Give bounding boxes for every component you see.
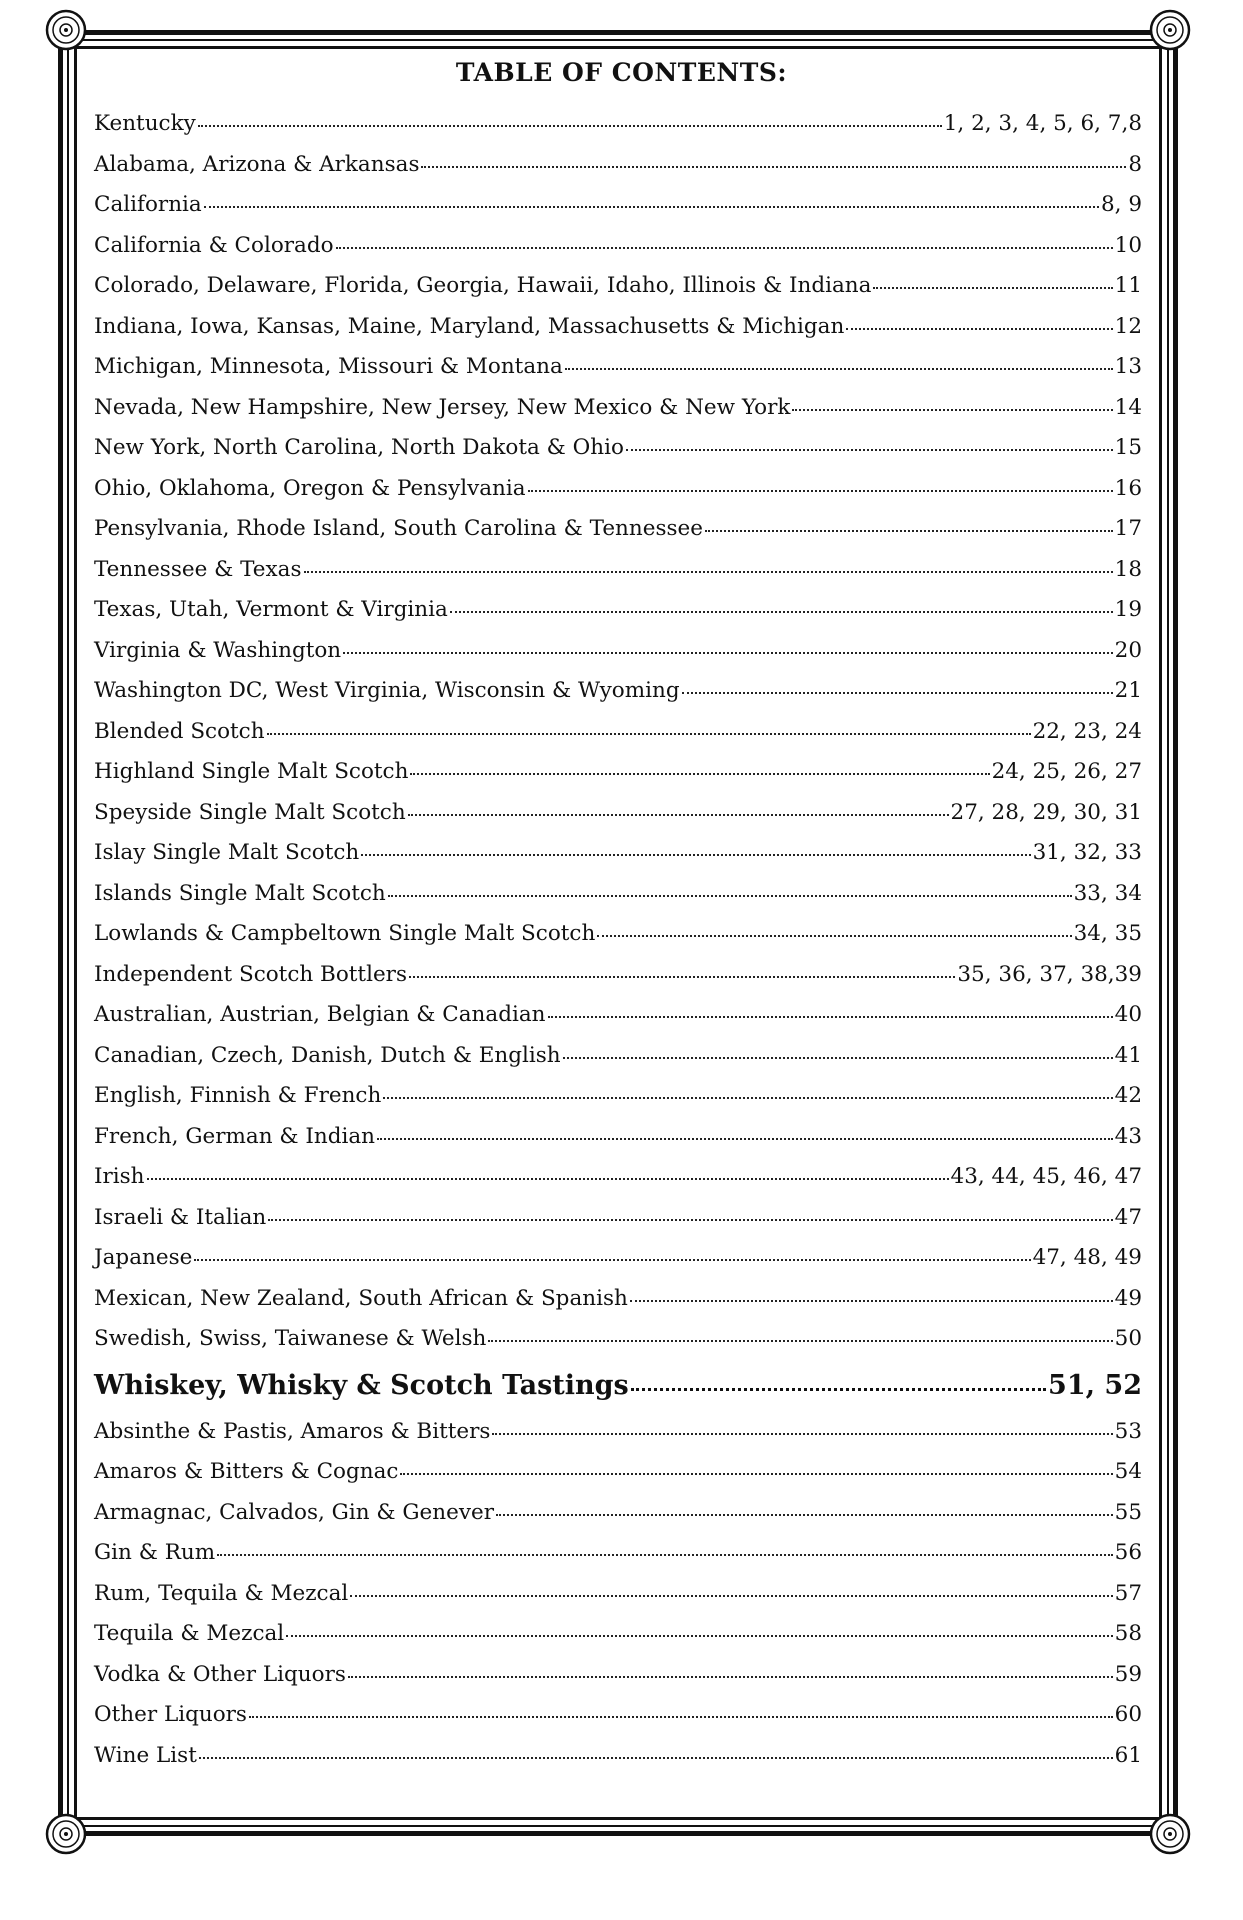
page-title: TABLE OF CONTENTS:	[455, 58, 788, 87]
toc-entry-pages: 53	[1114, 1418, 1142, 1444]
toc-entry-pages: 34, 35	[1073, 921, 1142, 946]
toc-entry-featured	[94, 1360, 1142, 1412]
dot-leader	[421, 166, 1126, 168]
toc-entry-name: Islands Single Malt Scotch	[94, 880, 386, 906]
toc-entry	[94, 1279, 1142, 1320]
toc-entry-pages: 27, 28, 29, 30, 31	[950, 799, 1142, 825]
dot-leader	[597, 935, 1071, 937]
dot-leader	[350, 1595, 1112, 1597]
corner-ornament-icon	[1148, 8, 1192, 52]
toc-entry-pages: 11	[1114, 273, 1142, 298]
toc-entry-name: California	[94, 192, 202, 217]
dot-leader	[268, 1219, 1112, 1221]
toc-entry	[94, 1614, 1142, 1655]
corner-ornament-icon	[44, 8, 88, 52]
toc-entry-pages: 43, 44, 45, 46, 47	[950, 1164, 1142, 1189]
dot-leader	[361, 854, 1030, 856]
dot-leader	[304, 571, 1113, 573]
toc-entry	[94, 590, 1142, 631]
toc-entry-pages: 33, 34	[1073, 880, 1142, 906]
toc-entry-name: Independent Scotch Bottlers	[94, 961, 407, 987]
toc-entry	[94, 1452, 1142, 1493]
toc-entry	[94, 793, 1142, 834]
toc-entry-pages: 8	[1128, 151, 1142, 177]
toc-entry	[94, 1238, 1142, 1279]
dot-leader	[548, 1016, 1113, 1018]
toc-entry	[94, 914, 1142, 955]
toc-entry-pages: 54	[1114, 1459, 1142, 1484]
toc-entry-pages: 60	[1114, 1702, 1142, 1727]
toc-entry-name: English, Finnish & French	[94, 1083, 382, 1108]
toc-entry-name: Nevada, New Hampshire, New Jersey, New Mexico & New York	[94, 394, 791, 420]
toc-entry	[94, 347, 1142, 388]
dot-leader	[450, 611, 1113, 613]
toc-entry	[94, 631, 1142, 672]
toc-entry	[94, 1574, 1142, 1615]
toc-entry-pages: 16	[1114, 475, 1142, 501]
toc-entry	[94, 1198, 1142, 1239]
toc-entry-pages: 24, 25, 26, 27	[991, 759, 1142, 784]
toc-entry	[94, 509, 1142, 550]
toc-entry-name: Vodka & Other Liquors	[94, 1661, 346, 1687]
toc-entry-name: New York, North Carolina, North Dakota & Ohio	[94, 435, 624, 460]
toc-entry-name: Ohio, Oklahoma, Oregon & Pensylvania	[94, 475, 526, 501]
toc-entry	[94, 1736, 1142, 1777]
toc-entry-name: Other Liquors	[94, 1702, 247, 1727]
toc-entry-name: Pensylvania, Rhode Island, South Carolina & Tennessee	[94, 516, 703, 541]
toc-entry	[94, 1319, 1142, 1360]
toc-entry-pages: 22, 23, 24	[1032, 718, 1142, 744]
toc-entry	[94, 145, 1142, 186]
toc-entry-name: California & Colorado	[94, 232, 334, 258]
toc-entry-name: Virginia & Washington	[94, 637, 342, 663]
toc-entry	[94, 752, 1142, 793]
toc-entry	[94, 1412, 1142, 1453]
toc-entry-pages: 15	[1114, 435, 1142, 460]
toc-entry	[94, 428, 1142, 469]
toc-entry-name: Blended Scotch	[94, 718, 265, 744]
toc-entry-name: Israeli & Italian	[94, 1204, 267, 1230]
dot-leader	[496, 1514, 1113, 1516]
dot-leader	[408, 814, 949, 816]
toc-entry	[94, 1117, 1142, 1158]
toc-entry-name: Highland Single Malt Scotch	[94, 759, 409, 784]
toc-entry-name: Irish	[94, 1164, 145, 1189]
toc-entry-pages: 56	[1114, 1540, 1142, 1565]
toc-entry-name: Canadian, Czech, Danish, Dutch & English	[94, 1042, 561, 1068]
toc-entry-name: Speyside Single Malt Scotch	[94, 799, 406, 825]
toc-entry-pages: 8, 9	[1100, 192, 1142, 217]
toc-entry-pages: 35, 36, 37, 38,39	[957, 961, 1142, 987]
dot-leader	[383, 1097, 1112, 1099]
toc-entry	[94, 307, 1142, 348]
toc-entry-pages: 47, 48, 49	[1032, 1245, 1142, 1270]
toc-entry-name: Rum, Tequila & Mezcal	[94, 1580, 349, 1606]
dot-leader	[792, 409, 1112, 411]
dot-leader	[377, 1138, 1113, 1140]
dot-leader	[410, 773, 989, 775]
toc-list	[94, 104, 1142, 1776]
toc-entry	[94, 1533, 1142, 1574]
toc-entry-pages: 18	[1114, 556, 1142, 582]
dot-leader	[286, 1635, 1112, 1637]
dot-leader	[631, 1388, 1046, 1391]
toc-entry-pages: 19	[1114, 597, 1142, 622]
toc-entry	[94, 1695, 1142, 1736]
toc-entry	[94, 995, 1142, 1036]
toc-entry	[94, 955, 1142, 996]
toc-entry	[94, 226, 1142, 267]
dot-leader	[336, 247, 1113, 249]
toc-entry	[94, 185, 1142, 226]
dot-leader	[217, 1554, 1113, 1556]
dot-leader	[194, 1259, 1030, 1261]
toc-entry-name: Indiana, Iowa, Kansas, Maine, Maryland, Massachusetts & Michigan	[94, 313, 845, 339]
dot-leader	[873, 287, 1112, 289]
toc-entry-pages: 31, 32, 33	[1032, 840, 1142, 865]
toc-entry-name: Mexican, New Zealand, South African & Spanish	[94, 1285, 628, 1311]
toc-entry-pages: 17	[1114, 516, 1142, 541]
dot-leader	[204, 206, 1099, 208]
toc-entry-name: Michigan, Minnesota, Missouri & Montana	[94, 354, 563, 379]
toc-entry-name: Colorado, Delaware, Florida, Georgia, Hawaii, Idaho, Illinois & Indiana	[94, 273, 872, 298]
dot-leader	[492, 1433, 1112, 1435]
toc-entry	[94, 1493, 1142, 1534]
dot-leader	[388, 895, 1072, 897]
toc-entry-name: Australian, Austrian, Belgian & Canadian	[94, 1002, 546, 1027]
toc-entry	[94, 874, 1142, 915]
toc-entry	[94, 550, 1142, 591]
dot-leader	[488, 1340, 1112, 1342]
toc-entry-pages: 47	[1114, 1204, 1142, 1230]
toc-entry-pages: 43	[1114, 1123, 1142, 1149]
toc-entry	[94, 388, 1142, 429]
toc-entry	[94, 104, 1142, 145]
toc-entry-name: Islay Single Malt Scotch	[94, 840, 360, 865]
corner-ornament-icon	[1148, 1812, 1192, 1856]
toc-entry-pages: 51, 52	[1048, 1369, 1142, 1401]
toc-entry-name: Tequila & Mezcal	[94, 1621, 285, 1646]
toc-entry-pages: 57	[1114, 1580, 1142, 1606]
dot-leader	[249, 1716, 1113, 1718]
toc-entry	[94, 712, 1142, 753]
toc-entry	[94, 671, 1142, 712]
toc-entry-pages: 55	[1114, 1499, 1142, 1525]
dot-leader	[846, 328, 1112, 330]
toc-entry	[94, 1076, 1142, 1117]
dot-leader	[409, 976, 955, 978]
toc-entry-name: Amaros & Bitters & Cognac	[94, 1459, 399, 1484]
toc-entry-name: Japanese	[94, 1245, 193, 1270]
dot-leader	[565, 368, 1113, 370]
toc-entry-pages: 61	[1114, 1742, 1142, 1768]
dot-leader	[199, 1757, 1113, 1759]
dot-leader	[348, 1676, 1113, 1678]
toc-entry	[94, 266, 1142, 307]
toc-entry-name: Washington DC, West Virginia, Wisconsin & Wyoming	[94, 678, 680, 703]
toc-entry-pages: 59	[1114, 1661, 1142, 1687]
corner-ornament-icon	[44, 1812, 88, 1856]
toc-entry-name: Tennessee & Texas	[94, 556, 302, 582]
dot-leader	[682, 692, 1113, 694]
toc-entry-pages: 10	[1114, 232, 1142, 258]
toc-entry-name: Texas, Utah, Vermont & Virginia	[94, 597, 448, 622]
toc-entry-name: Absinthe & Pastis, Amaros & Bitters	[94, 1418, 491, 1444]
toc-entry-pages: 13	[1114, 354, 1142, 379]
toc-entry-pages: 20	[1114, 637, 1142, 663]
toc-entry	[94, 1157, 1142, 1198]
dot-leader	[343, 652, 1113, 654]
toc-entry	[94, 833, 1142, 874]
toc-entry-name: French, German & Indian	[94, 1123, 376, 1149]
dot-leader	[528, 490, 1113, 492]
toc-entry-name: Lowlands & Campbeltown Single Malt Scotch	[94, 921, 596, 946]
dot-leader	[630, 1300, 1113, 1302]
toc-entry	[94, 1655, 1142, 1696]
toc-entry-name: Armagnac, Calvados, Gin & Genever	[94, 1499, 494, 1525]
toc-entry	[94, 469, 1142, 510]
dot-leader	[267, 733, 1031, 735]
toc-entry-pages: 14	[1114, 394, 1142, 420]
dot-leader	[563, 1057, 1113, 1059]
toc-entry-pages: 42	[1114, 1083, 1142, 1108]
toc-entry-pages: 41	[1114, 1042, 1142, 1068]
toc-entry-name: Kentucky	[94, 111, 196, 136]
dot-leader	[705, 530, 1113, 532]
toc-entry-pages: 12	[1114, 313, 1142, 339]
toc-entry-name: Wine List	[94, 1742, 197, 1768]
toc-entry-name: Whiskey, Whisky & Scotch Tastings	[94, 1369, 629, 1401]
dot-leader	[400, 1473, 1112, 1475]
toc-entry-pages: 49	[1114, 1285, 1142, 1311]
toc-entry-name: Alabama, Arizona & Arkansas	[94, 151, 420, 177]
toc-entry-pages: 1, 2, 3, 4, 5, 6, 7,8	[943, 111, 1142, 136]
toc-entry-pages: 21	[1114, 678, 1142, 703]
dot-leader	[147, 1178, 949, 1180]
dot-leader	[626, 449, 1113, 451]
toc-entry	[94, 1036, 1142, 1077]
toc-entry-name: Swedish, Swiss, Taiwanese & Welsh	[94, 1326, 487, 1351]
toc-entry-pages: 58	[1114, 1621, 1142, 1646]
dot-leader	[198, 125, 942, 127]
toc-entry-pages: 40	[1114, 1002, 1142, 1027]
toc-entry-name: Gin & Rum	[94, 1540, 216, 1565]
toc-entry-pages: 50	[1114, 1326, 1142, 1351]
